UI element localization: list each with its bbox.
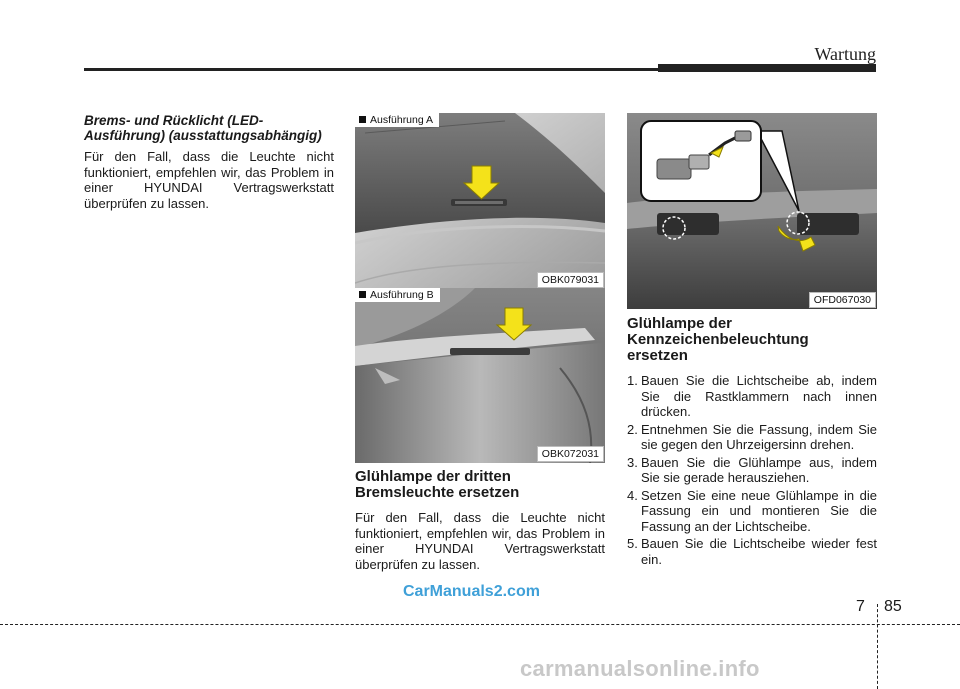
- caption-text: Ausführung B: [370, 289, 434, 301]
- step-text: Setzen Sie eine neue Glühlampe in die Fassung ein und montieren Sie die Fassung an der Lichtscheibe.: [641, 487, 877, 534]
- caption-variant-a: [355, 113, 439, 127]
- middle-text-block: [355, 469, 605, 572]
- step-number: 3.: [627, 454, 638, 470]
- page-number: 85: [884, 598, 902, 615]
- paragraph-third-brake-light: Für den Fall, dass die Leuchte nicht funktioniert, empfehlen wir, das Problem in einer HYUNDAI Vertragswerkstatt überprüfen zu lassen.: [355, 510, 605, 572]
- caption-text: Ausführung A: [370, 114, 434, 126]
- photo-license-plate-light: [627, 113, 877, 309]
- list-item: [627, 536, 877, 567]
- section-heading-led: [84, 113, 334, 143]
- footer-separator: [877, 604, 878, 689]
- heading-line: Glühlampe der: [627, 315, 733, 332]
- trunk-spoiler-brake-light-image: [355, 288, 605, 463]
- photo-variant-a: [355, 113, 605, 289]
- step-number: 1.: [627, 373, 638, 388]
- license-plate-lamp-image: [627, 113, 877, 309]
- footer-rule: [0, 624, 960, 625]
- square-bullet-icon: [359, 291, 366, 298]
- header-accent-bar: [658, 64, 876, 72]
- paragraph-led: Für den Fall, dass die Leuchte nicht funktioniert, empfehlen wir, das Problem in einer HYUNDAI Vertragswerkstatt überprüfen zu lassen.: [84, 149, 334, 211]
- rear-window-brake-light-image: [355, 113, 605, 289]
- heading-line: Ausführung) (ausstattungsabhängig): [84, 128, 322, 143]
- heading-line: Glühlampe der dritten: [355, 468, 511, 485]
- section-heading-third-brake-light: [355, 469, 605, 501]
- right-text-block: [627, 316, 877, 569]
- left-column: [84, 113, 334, 211]
- step-text: Bauen Sie die Lichtscheibe ab, indem Sie die Rastklammern nach innen drücken.: [641, 373, 877, 419]
- photo-variant-b: [355, 288, 605, 463]
- step-number: 5.: [627, 536, 638, 551]
- watermark-link[interactable]: CarManuals2.com: [403, 583, 540, 600]
- list-item: [627, 488, 877, 535]
- step-text: Bauen Sie die Glühlampe aus, indem Sie sie gerade herausziehen.: [641, 454, 877, 485]
- square-bullet-icon: [359, 116, 366, 123]
- list-item: [627, 422, 877, 453]
- caption-variant-b: [355, 288, 440, 302]
- section-heading-license-plate-light: [627, 316, 877, 364]
- step-text: Bauen Sie die Lichtscheibe wieder fest ein.: [641, 536, 877, 567]
- step-number: 4.: [627, 487, 638, 503]
- heading-line: Brems- und Rücklicht (LED-: [84, 113, 264, 128]
- figure-code-c: OFD067030: [809, 292, 876, 308]
- heading-line: Bremsleuchte ersetzen: [355, 484, 520, 501]
- heading-line: ersetzen: [627, 347, 688, 364]
- step-number: 2.: [627, 421, 638, 437]
- figure-code-a: OBK079031: [537, 272, 604, 288]
- replacement-steps: [627, 373, 877, 567]
- section-title: Wartung: [814, 44, 876, 64]
- list-item: [627, 373, 877, 420]
- heading-line: Kennzeichenbeleuchtung: [627, 331, 809, 348]
- list-item: [627, 455, 877, 486]
- chapter-number: 7: [856, 598, 865, 615]
- step-text: Entnehmen Sie die Fassung, indem Sie sie gegen den Uhrzeigersinn drehen.: [641, 421, 877, 452]
- figure-code-b: OBK072031: [537, 446, 604, 462]
- watermark-bottom: carmanualsonline.info: [520, 656, 760, 681]
